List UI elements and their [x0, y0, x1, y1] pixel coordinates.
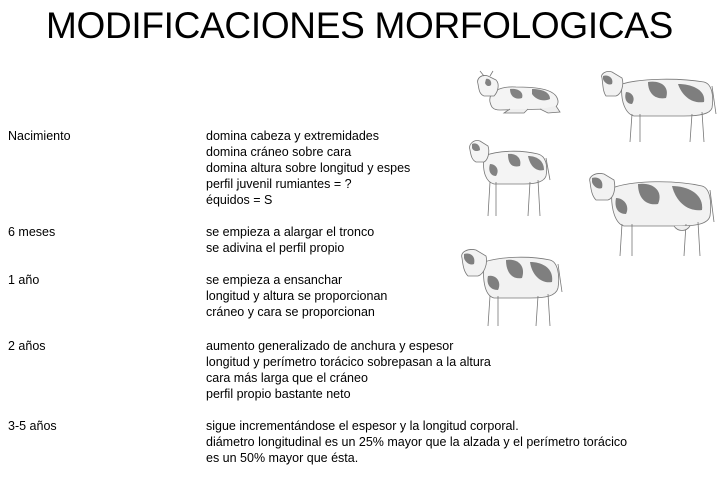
description-line: longitud y perímetro torácico sobrepasan a la altura: [206, 355, 491, 369]
adult-cow-icon: [598, 70, 718, 146]
description-line: domina cráneo sobre cara: [206, 145, 352, 159]
description-line: équidos = S: [206, 193, 273, 207]
description-line: diámetro longitudinal es un 25% mayor que la alzada y el perímetro torácico: [206, 435, 628, 449]
description-line: longitud y altura se proporcionan: [206, 289, 388, 303]
standing-calf-icon: [464, 136, 554, 220]
stage-age-3-5-years: 3-5 años: [8, 419, 57, 433]
description-line: sigue incrementándose el espesor y la longitud corporal.: [206, 419, 519, 433]
description-line: aumento generalizado de anchura y espesor: [206, 339, 454, 353]
description-line: perfil juvenil rumiantes = ?: [206, 177, 352, 191]
stage-age-birth: Nacimiento: [8, 129, 71, 143]
stage-description-birth: [206, 128, 410, 208]
stage-description-3-5-years: [206, 418, 627, 466]
lying-calf-icon: [470, 70, 565, 114]
description-line: cráneo y cara se proporcionan: [206, 305, 375, 319]
description-line: se empieza a alargar el tronco: [206, 225, 375, 239]
description-line: perfil propio bastante neto: [206, 387, 351, 401]
yearling-cow-icon: [458, 246, 564, 330]
stage-description-6-months: [206, 224, 374, 256]
description-line: se adivina el perfil propio: [206, 241, 345, 255]
description-line: cara más larga que el cráneo: [206, 371, 368, 385]
description-line: domina cabeza y extremidades: [206, 129, 380, 143]
stage-description-2-years: [206, 338, 491, 402]
mature-cow-icon: [586, 170, 716, 260]
stage-description-1-year: [206, 272, 387, 320]
description-line: se empieza a ensanchar: [206, 273, 343, 287]
stage-age-6-months: 6 meses: [8, 225, 56, 239]
description-line: domina altura sobre longitud y espes: [206, 161, 411, 175]
page-title: MODIFICACIONES MORFOLOGICAS: [45, 5, 674, 46]
stage-age-1-year: 1 año: [8, 273, 40, 287]
stage-age-2-years: 2 años: [8, 339, 46, 353]
description-line: es un 50% mayor que ésta.: [206, 451, 359, 465]
